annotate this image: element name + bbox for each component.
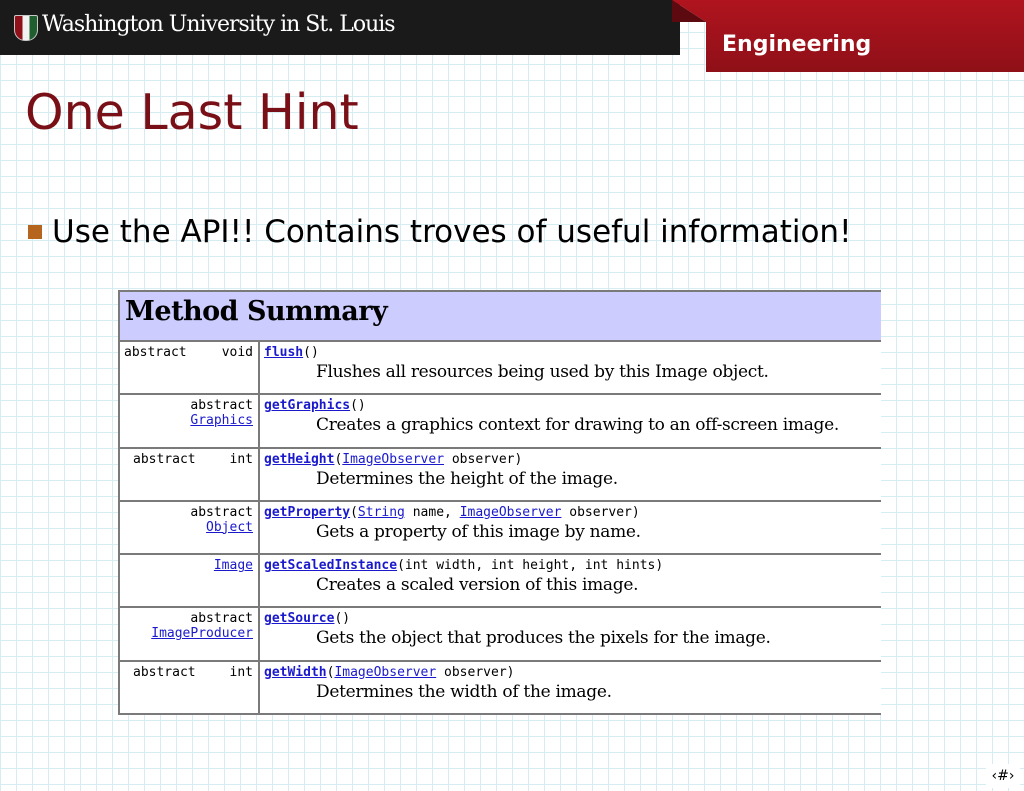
method-detail (260, 502, 881, 553)
method-signature (264, 611, 881, 626)
method-name-link[interactable]: getGraphics (264, 398, 351, 414)
method-row-getgraphics (120, 395, 881, 448)
method-description: Determines the width of the image. (316, 681, 612, 702)
method-description: Determines the height of the image. (316, 468, 618, 489)
method-detail (260, 395, 881, 446)
method-modifiers (120, 449, 260, 500)
method-params: (int width, int height, int hints) (397, 558, 664, 574)
method-description: Gets a property of this image by name. (316, 521, 641, 542)
method-detail (260, 449, 881, 500)
method-name-link[interactable]: getWidth (264, 664, 327, 680)
modifier-abstract: abstract (133, 664, 196, 680)
method-modifiers (120, 608, 260, 659)
method-signature (264, 398, 881, 413)
method-params: () (303, 345, 319, 360)
method-params: () (334, 611, 351, 627)
param-type-link[interactable]: String (357, 504, 405, 520)
method-row-getsource (120, 608, 881, 661)
method-description: Flushes all resources being used by this Image object. (316, 362, 769, 382)
method-row-getscaledinstance (120, 555, 881, 608)
method-detail (260, 608, 881, 659)
header-bar (0, 0, 1024, 72)
method-signature (264, 452, 881, 467)
params-rest: observer) (436, 664, 515, 680)
method-description: Creates a graphics context for drawing to an off-screen image. (316, 415, 839, 436)
modifier-abstract: abstract (124, 345, 187, 360)
return-type-link[interactable]: Graphics (190, 413, 253, 429)
modifier-abstract: abstract (190, 398, 253, 414)
params-open: ( (326, 664, 335, 680)
method-modifiers (120, 395, 260, 446)
method-params: () (350, 398, 366, 414)
api-method-summary-screenshot (118, 290, 881, 715)
params-rest: observer) (561, 504, 640, 520)
method-modifiers (120, 502, 260, 553)
param-type-link[interactable]: ImageObserver (342, 451, 445, 467)
method-summary-heading: Method Summary (120, 292, 881, 342)
slide-number: ‹#› (986, 764, 1020, 788)
return-type: int (229, 451, 253, 467)
modifier-abstract: abstract (190, 504, 253, 520)
method-name-link[interactable]: getSource (264, 611, 335, 627)
method-modifiers (120, 342, 260, 393)
method-detail (260, 342, 881, 393)
school-name: Engineering (722, 32, 872, 57)
method-name-link[interactable]: getScaledInstance (264, 558, 398, 574)
method-name-link[interactable]: getHeight (264, 451, 335, 467)
return-type: int (229, 664, 253, 680)
method-modifiers (120, 555, 260, 606)
method-signature (264, 345, 881, 360)
method-row-flush (120, 342, 881, 395)
param-type-link[interactable]: ImageObserver (334, 664, 437, 680)
method-signature (264, 558, 881, 573)
method-detail (260, 662, 881, 713)
method-signature (264, 505, 881, 520)
params-mid: name, (404, 504, 460, 520)
method-modifiers (120, 662, 260, 713)
param-type-link[interactable]: ImageObserver (459, 504, 562, 520)
square-bullet-icon (28, 225, 42, 239)
method-name-link[interactable]: flush (264, 345, 304, 360)
modifier-abstract: abstract (190, 611, 253, 627)
params-open: ( (334, 451, 343, 467)
params-rest: observer) (444, 451, 523, 467)
method-description: Creates a scaled version of this image. (316, 575, 639, 596)
university-wordmark: Washington University in St. Louis (42, 12, 395, 37)
return-type-link[interactable]: ImageProducer (151, 626, 253, 642)
params-open: ( (350, 504, 358, 520)
university-shield-icon (14, 15, 38, 41)
return-type-link[interactable]: Image (213, 558, 253, 574)
return-type-link[interactable]: Object (206, 519, 253, 535)
slide-title: One Last Hint (25, 84, 359, 141)
method-signature (264, 665, 881, 680)
return-type: void (221, 345, 253, 360)
bullet-text: Use the API!! Contains troves of useful information! (52, 214, 852, 250)
method-row-getproperty (120, 502, 881, 555)
method-row-getheight (120, 449, 881, 502)
method-row-getwidth (120, 662, 881, 715)
bullet-point (28, 214, 852, 250)
method-name-link[interactable]: getProperty (264, 504, 351, 520)
method-detail (260, 555, 881, 606)
method-description: Gets the object that produces the pixels for the image. (316, 628, 771, 649)
modifier-abstract: abstract (133, 451, 196, 467)
